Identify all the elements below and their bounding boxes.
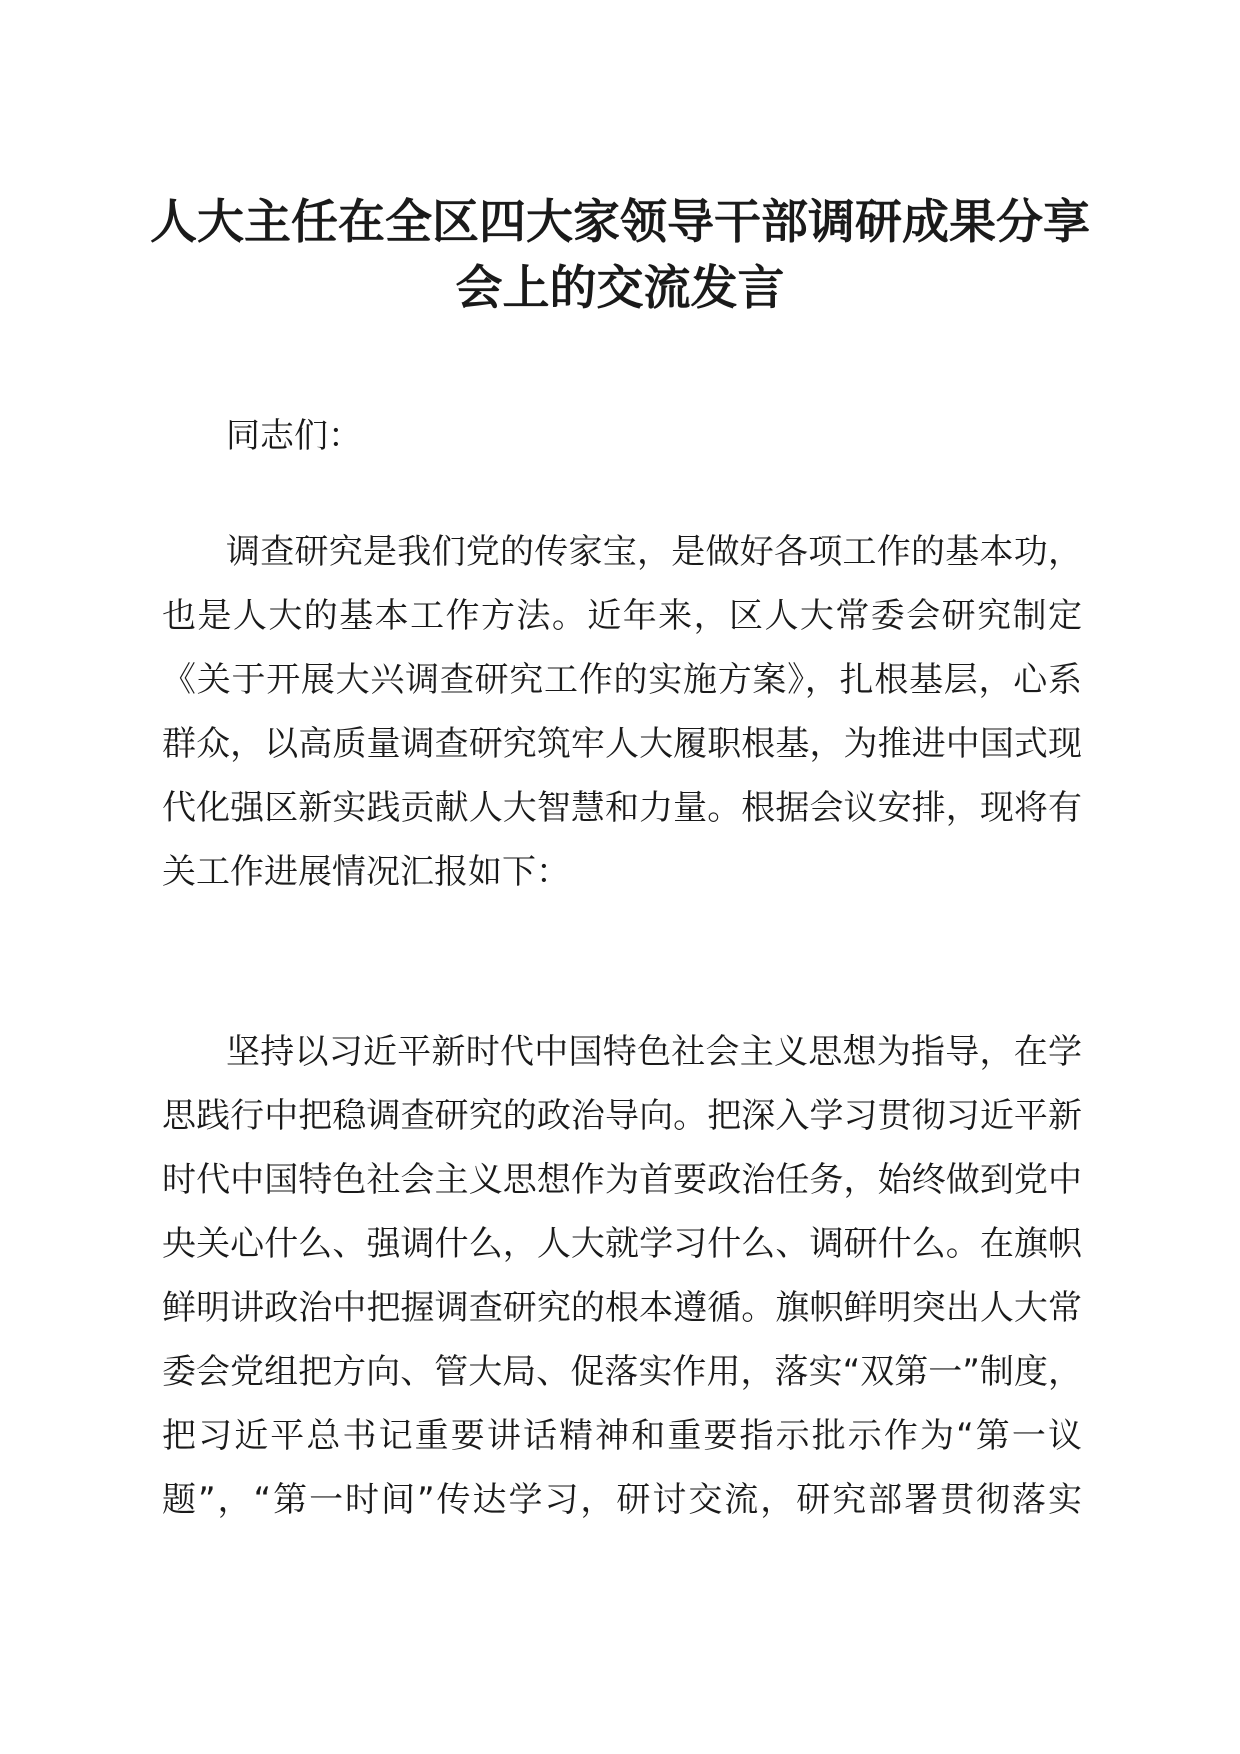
paragraph-1-line-2: 也是人大的基本工作方法。近年来，区人大常委会研究制定 [162,596,1082,636]
paragraph-2-line-2: 思践行中把稳调查研究的政治导向。把深入学习贯彻习近平新 [162,1096,1082,1136]
paragraph-2-line-1: 坚持以习近平新时代中国特色社会主义思想为指导，在学 [226,1032,1082,1072]
salutation: 同志们： [226,416,362,456]
document-title-line-2: 会上的交流发言 [455,261,785,316]
paragraph-2-line-4: 央关心什么、强调什么，人大就学习什么、调研什么。在旗帜 [162,1224,1082,1264]
paragraph-1-line-6: 关工作进展情况汇报如下： [162,852,570,892]
paragraph-1-line-3: 《关于开展大兴调查研究工作的实施方案》，扎根基层，心系 [162,660,1082,700]
paragraph-2-line-7: 把习近平总书记重要讲话精神和重要指示批示作为“第一议 [162,1416,1082,1456]
paragraph-1-line-1: 调查研究是我们党的传家宝，是做好各项工作的基本功， [226,532,1082,572]
paragraph-2-line-6: 委会党组把方向、管大局、促落实作用，落实“双第一”制度， [162,1352,1082,1392]
document-title-line-1: 人大主任在全区四大家领导干部调研成果分享 [150,195,1090,250]
paragraph-1-line-4: 群众，以高质量调查研究筑牢人大履职根基，为推进中国式现 [162,724,1082,764]
paragraph-2-line-3: 时代中国特色社会主义思想作为首要政治任务，始终做到党中 [162,1160,1082,1200]
paragraph-2-line-5: 鲜明讲政治中把握调查研究的根本遵循。旗帜鲜明突出人大常 [162,1288,1082,1328]
paragraph-2-line-8: 题”，“第一时间”传达学习，研讨交流，研究部署贯彻落实 [162,1480,1082,1520]
paragraph-1-line-5: 代化强区新实践贡献人大智慧和力量。根据会议安排，现将有 [162,788,1082,828]
